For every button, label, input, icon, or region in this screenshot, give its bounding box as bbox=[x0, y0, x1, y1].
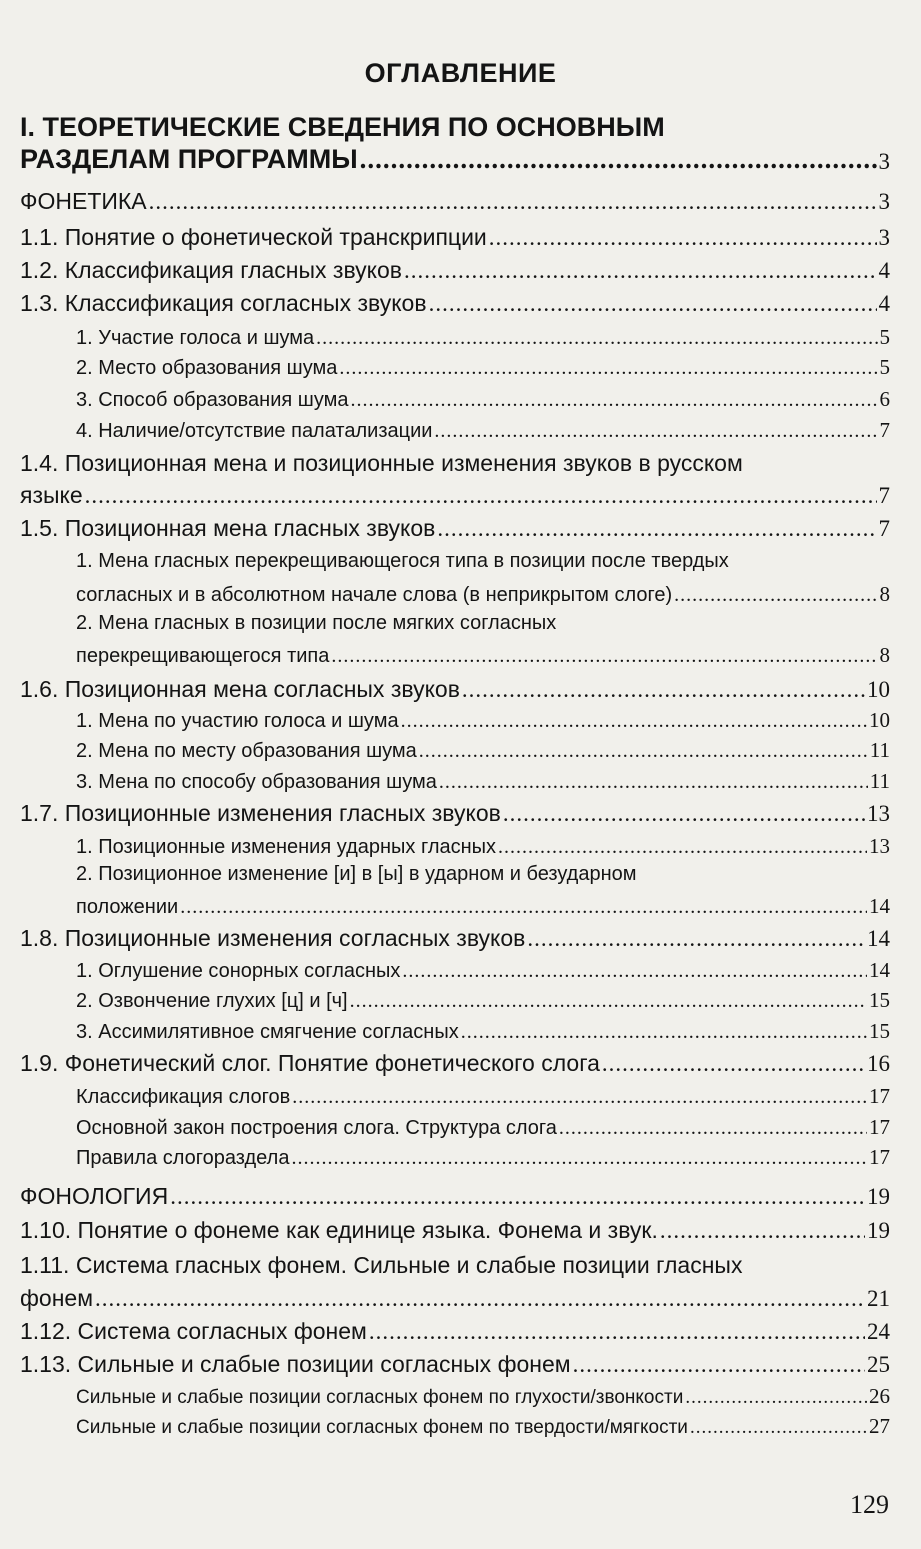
toc-entry-1-2 bbox=[20, 257, 890, 284]
dot-leader bbox=[85, 483, 877, 509]
page-ref: 7 bbox=[879, 418, 890, 442]
part-1-title-line2: РАЗДЕЛАМ ПРОГРАММЫ bbox=[20, 144, 358, 174]
entry-title: 1.7. Позиционные изменения гласных звуков bbox=[20, 800, 501, 826]
entry-title-cont: перекрещивающегося типа bbox=[76, 645, 330, 667]
toc-entry-1-4 bbox=[20, 482, 890, 509]
toc-entry-1-4-line1: 1.4. Позиционная мена и позиционные изменения звуков в русском bbox=[20, 450, 743, 476]
dot-leader bbox=[498, 836, 867, 859]
page-ref: 25 bbox=[867, 1352, 890, 1377]
entry-title: 2. Место образования шума bbox=[76, 357, 338, 379]
page-ref: 15 bbox=[869, 988, 890, 1012]
toc-entry-1-8-3 bbox=[76, 1019, 890, 1044]
dot-leader bbox=[439, 771, 868, 794]
entry-title: 1. Участие голоса и шума bbox=[76, 327, 315, 349]
page-ref: 6 bbox=[879, 387, 890, 411]
toc-entry-1-7-2-line1: 2. Позиционное изменение [и] в [ы] в ударном и безударном bbox=[76, 863, 637, 885]
dot-leader bbox=[339, 357, 877, 380]
toc-entry-1-5-2 bbox=[76, 643, 890, 668]
dot-leader bbox=[573, 1352, 865, 1378]
entry-title-cont: положении bbox=[76, 896, 179, 918]
entry-title-cont: согласных и в абсолютном начале слова (в неприкрытом слоге) bbox=[76, 584, 673, 606]
page-ref: 13 bbox=[869, 834, 890, 858]
toc-entry-1-9 bbox=[20, 1050, 890, 1077]
dot-leader bbox=[180, 896, 867, 919]
toc-entry-1-13 bbox=[20, 1351, 890, 1378]
page-ref: 5 bbox=[879, 325, 890, 349]
dot-leader bbox=[402, 960, 867, 983]
entry-title: Правила слогораздела bbox=[76, 1147, 290, 1169]
entry-title: 3. Способ образования шума bbox=[76, 389, 349, 411]
page-ref: 17 bbox=[869, 1115, 890, 1139]
toc-entry-1-3 bbox=[20, 290, 890, 317]
entry-title: Сильные и слабые позиции согласных фонем по глухости/звонкости bbox=[76, 1387, 684, 1408]
dot-leader bbox=[291, 1147, 867, 1170]
toc-entry-1-5-2-line1: 2. Мена гласных в позиции после мягких согласных bbox=[76, 612, 557, 634]
dot-leader bbox=[95, 1286, 865, 1312]
page-ref: 4 bbox=[878, 258, 890, 283]
entry-title: Сильные и слабые позиции согласных фонем по твердости/мягкости bbox=[76, 1417, 688, 1438]
toc-entry-1-13-a bbox=[76, 1384, 890, 1409]
page-ref: 10 bbox=[869, 708, 890, 732]
entry-title: 1.2. Классификация гласных звуков bbox=[20, 257, 403, 283]
dot-leader bbox=[489, 225, 877, 251]
page-ref: 10 bbox=[867, 677, 890, 702]
toc-entry-1-9-c bbox=[76, 1145, 890, 1170]
entry-title: 1. Мена по участию голоса и шума bbox=[76, 710, 399, 732]
toc-heading: ОГЛАВЛЕНИЕ bbox=[364, 58, 557, 88]
dot-leader bbox=[404, 258, 876, 284]
entry-title: 2. Озвончение глухих [ц] и [ч] bbox=[76, 990, 348, 1012]
toc-entry-1-8 bbox=[20, 925, 890, 952]
page-number: 129 bbox=[850, 1490, 889, 1519]
dot-leader bbox=[559, 1117, 867, 1140]
dot-leader bbox=[170, 1184, 865, 1210]
page-ref: 11 bbox=[869, 738, 890, 762]
toc-entry-1-3-2 bbox=[76, 355, 890, 380]
toc-entry-1-7-2 bbox=[76, 894, 890, 919]
dot-leader bbox=[331, 645, 877, 668]
dot-leader bbox=[660, 1218, 865, 1244]
toc-entry-1-3-3 bbox=[76, 387, 890, 412]
page-ref: 3 bbox=[878, 189, 890, 214]
page-ref: 4 bbox=[878, 291, 890, 316]
toc-entry-1-3-1 bbox=[76, 325, 890, 350]
toc-entry-1-8-1 bbox=[76, 958, 890, 983]
dot-leader bbox=[369, 1319, 865, 1345]
toc-entry-part-1 bbox=[20, 144, 890, 175]
page-ref: 5 bbox=[879, 355, 890, 379]
part-1-title-line1: I. ТЕОРЕТИЧЕСКИЕ СВЕДЕНИЯ ПО ОСНОВНЫМ bbox=[20, 112, 665, 142]
entry-title: 1.8. Позиционные изменения согласных звуков bbox=[20, 925, 526, 951]
page-ref: 7 bbox=[878, 483, 890, 508]
entry-title: 1.9. Фонетический слог. Понятие фонетического слога bbox=[20, 1050, 600, 1076]
toc-entry-1-6-3 bbox=[76, 769, 890, 794]
page-ref: 15 bbox=[869, 1019, 890, 1043]
page-ref: 17 bbox=[869, 1084, 890, 1108]
page-ref: 19 bbox=[867, 1184, 890, 1209]
toc-entry-1-6-1 bbox=[76, 708, 890, 733]
entry-title: 1.1. Понятие о фонетической транскрипции bbox=[20, 224, 487, 250]
page-ref: 14 bbox=[867, 926, 890, 951]
section-title: ФОНЕТИКА bbox=[20, 188, 147, 214]
dot-leader bbox=[401, 710, 867, 733]
toc-entry-1-7-1 bbox=[76, 834, 890, 859]
dot-leader bbox=[429, 291, 877, 317]
entry-title: 1. Оглушение сонорных согласных bbox=[76, 960, 401, 982]
dot-leader bbox=[316, 327, 877, 350]
toc-entry-fonologiya bbox=[20, 1183, 890, 1210]
entry-title: 1.6. Позиционная мена согласных звуков bbox=[20, 676, 460, 702]
entry-title: 1.12. Система согласных фонем bbox=[20, 1318, 367, 1344]
dot-leader bbox=[149, 189, 877, 215]
toc-entry-1-10 bbox=[20, 1217, 890, 1244]
page-ref: 17 bbox=[869, 1145, 890, 1169]
toc-entry-1-12 bbox=[20, 1318, 890, 1345]
toc-entry-1-6-2 bbox=[76, 738, 890, 763]
dot-leader bbox=[437, 516, 876, 542]
toc-entry-1-11-line1: 1.11. Система гласных фонем. Сильные и слабые позиции гласных bbox=[20, 1252, 743, 1278]
entry-title: 2. Мена по месту образования шума bbox=[76, 740, 417, 762]
entry-title: 1.13. Сильные и слабые позиции согласных фонем bbox=[20, 1351, 571, 1377]
toc-entry-1-9-b bbox=[76, 1115, 890, 1140]
entry-title: Классификация слогов bbox=[76, 1086, 291, 1108]
dot-leader bbox=[461, 1021, 867, 1044]
dot-leader bbox=[602, 1051, 865, 1077]
toc-entry-1-11 bbox=[20, 1285, 890, 1312]
dot-leader bbox=[685, 1387, 867, 1409]
toc-entry-1-1 bbox=[20, 224, 890, 251]
part-1-title bbox=[20, 110, 890, 144]
entry-title: 3. Мена по способу образования шума bbox=[76, 771, 437, 793]
entry-title: 4. Наличие/отсутствие палатализации bbox=[76, 420, 433, 442]
page-ref: 26 bbox=[869, 1384, 890, 1408]
page-ref: 24 bbox=[867, 1319, 890, 1344]
entry-title: 3. Ассимилятивное смягчение согласных bbox=[76, 1021, 459, 1043]
page-ref: 16 bbox=[867, 1051, 890, 1076]
entry-title: 1.5. Позиционная мена гласных звуков bbox=[20, 515, 436, 541]
entry-title: 1. Позиционные изменения ударных гласных bbox=[76, 836, 497, 858]
toc-entry-1-8-2 bbox=[76, 988, 890, 1013]
page-ref: 21 bbox=[867, 1286, 890, 1311]
dot-leader bbox=[527, 926, 865, 952]
entry-title-cont: фонем bbox=[20, 1285, 94, 1311]
toc-entry-1-13-b bbox=[76, 1414, 890, 1439]
toc-entry-1-5 bbox=[20, 515, 890, 542]
entry-title: 1.3. Классификация согласных звуков bbox=[20, 290, 427, 316]
toc-entry-1-9-a bbox=[76, 1084, 890, 1109]
dot-leader bbox=[434, 420, 877, 443]
toc-entry-1-6 bbox=[20, 676, 890, 703]
dot-leader bbox=[674, 584, 877, 607]
page-ref: 27 bbox=[869, 1414, 890, 1438]
page-ref: 8 bbox=[879, 582, 890, 606]
toc-entry-1-5-1-line1: 1. Мена гласных перекрещивающегося типа в позиции после твердых bbox=[76, 550, 729, 572]
section-title: ФОНОЛОГИЯ bbox=[20, 1183, 169, 1209]
dot-leader bbox=[690, 1417, 867, 1439]
page-ref: 3 bbox=[878, 225, 890, 250]
dot-leader bbox=[503, 801, 865, 827]
toc-entry-1-5-1 bbox=[76, 582, 890, 607]
page-ref: 8 bbox=[879, 643, 890, 667]
dot-leader bbox=[419, 740, 868, 763]
dot-leader bbox=[350, 990, 867, 1013]
dot-leader bbox=[360, 144, 877, 175]
dot-leader bbox=[350, 389, 877, 412]
page-ref: 13 bbox=[867, 801, 890, 826]
dot-leader bbox=[292, 1086, 867, 1109]
entry-title-cont: языке bbox=[20, 482, 83, 508]
toc-entry-1-3-4 bbox=[76, 418, 890, 443]
page-ref: 14 bbox=[869, 958, 890, 982]
dot-leader bbox=[462, 677, 865, 703]
toc-entry-fonetika bbox=[20, 188, 890, 215]
toc-entry-1-7 bbox=[20, 800, 890, 827]
page-ref: 3 bbox=[878, 149, 890, 174]
page-ref: 7 bbox=[878, 516, 890, 541]
entry-title: Основной закон построения слога. Структура слога bbox=[76, 1117, 557, 1139]
entry-title: 1.10. Понятие о фонеме как единице языка. Фонема и звук. bbox=[20, 1217, 658, 1243]
page-ref: 11 bbox=[869, 769, 890, 793]
page-ref: 19 bbox=[867, 1218, 890, 1243]
page-ref: 14 bbox=[869, 894, 890, 918]
